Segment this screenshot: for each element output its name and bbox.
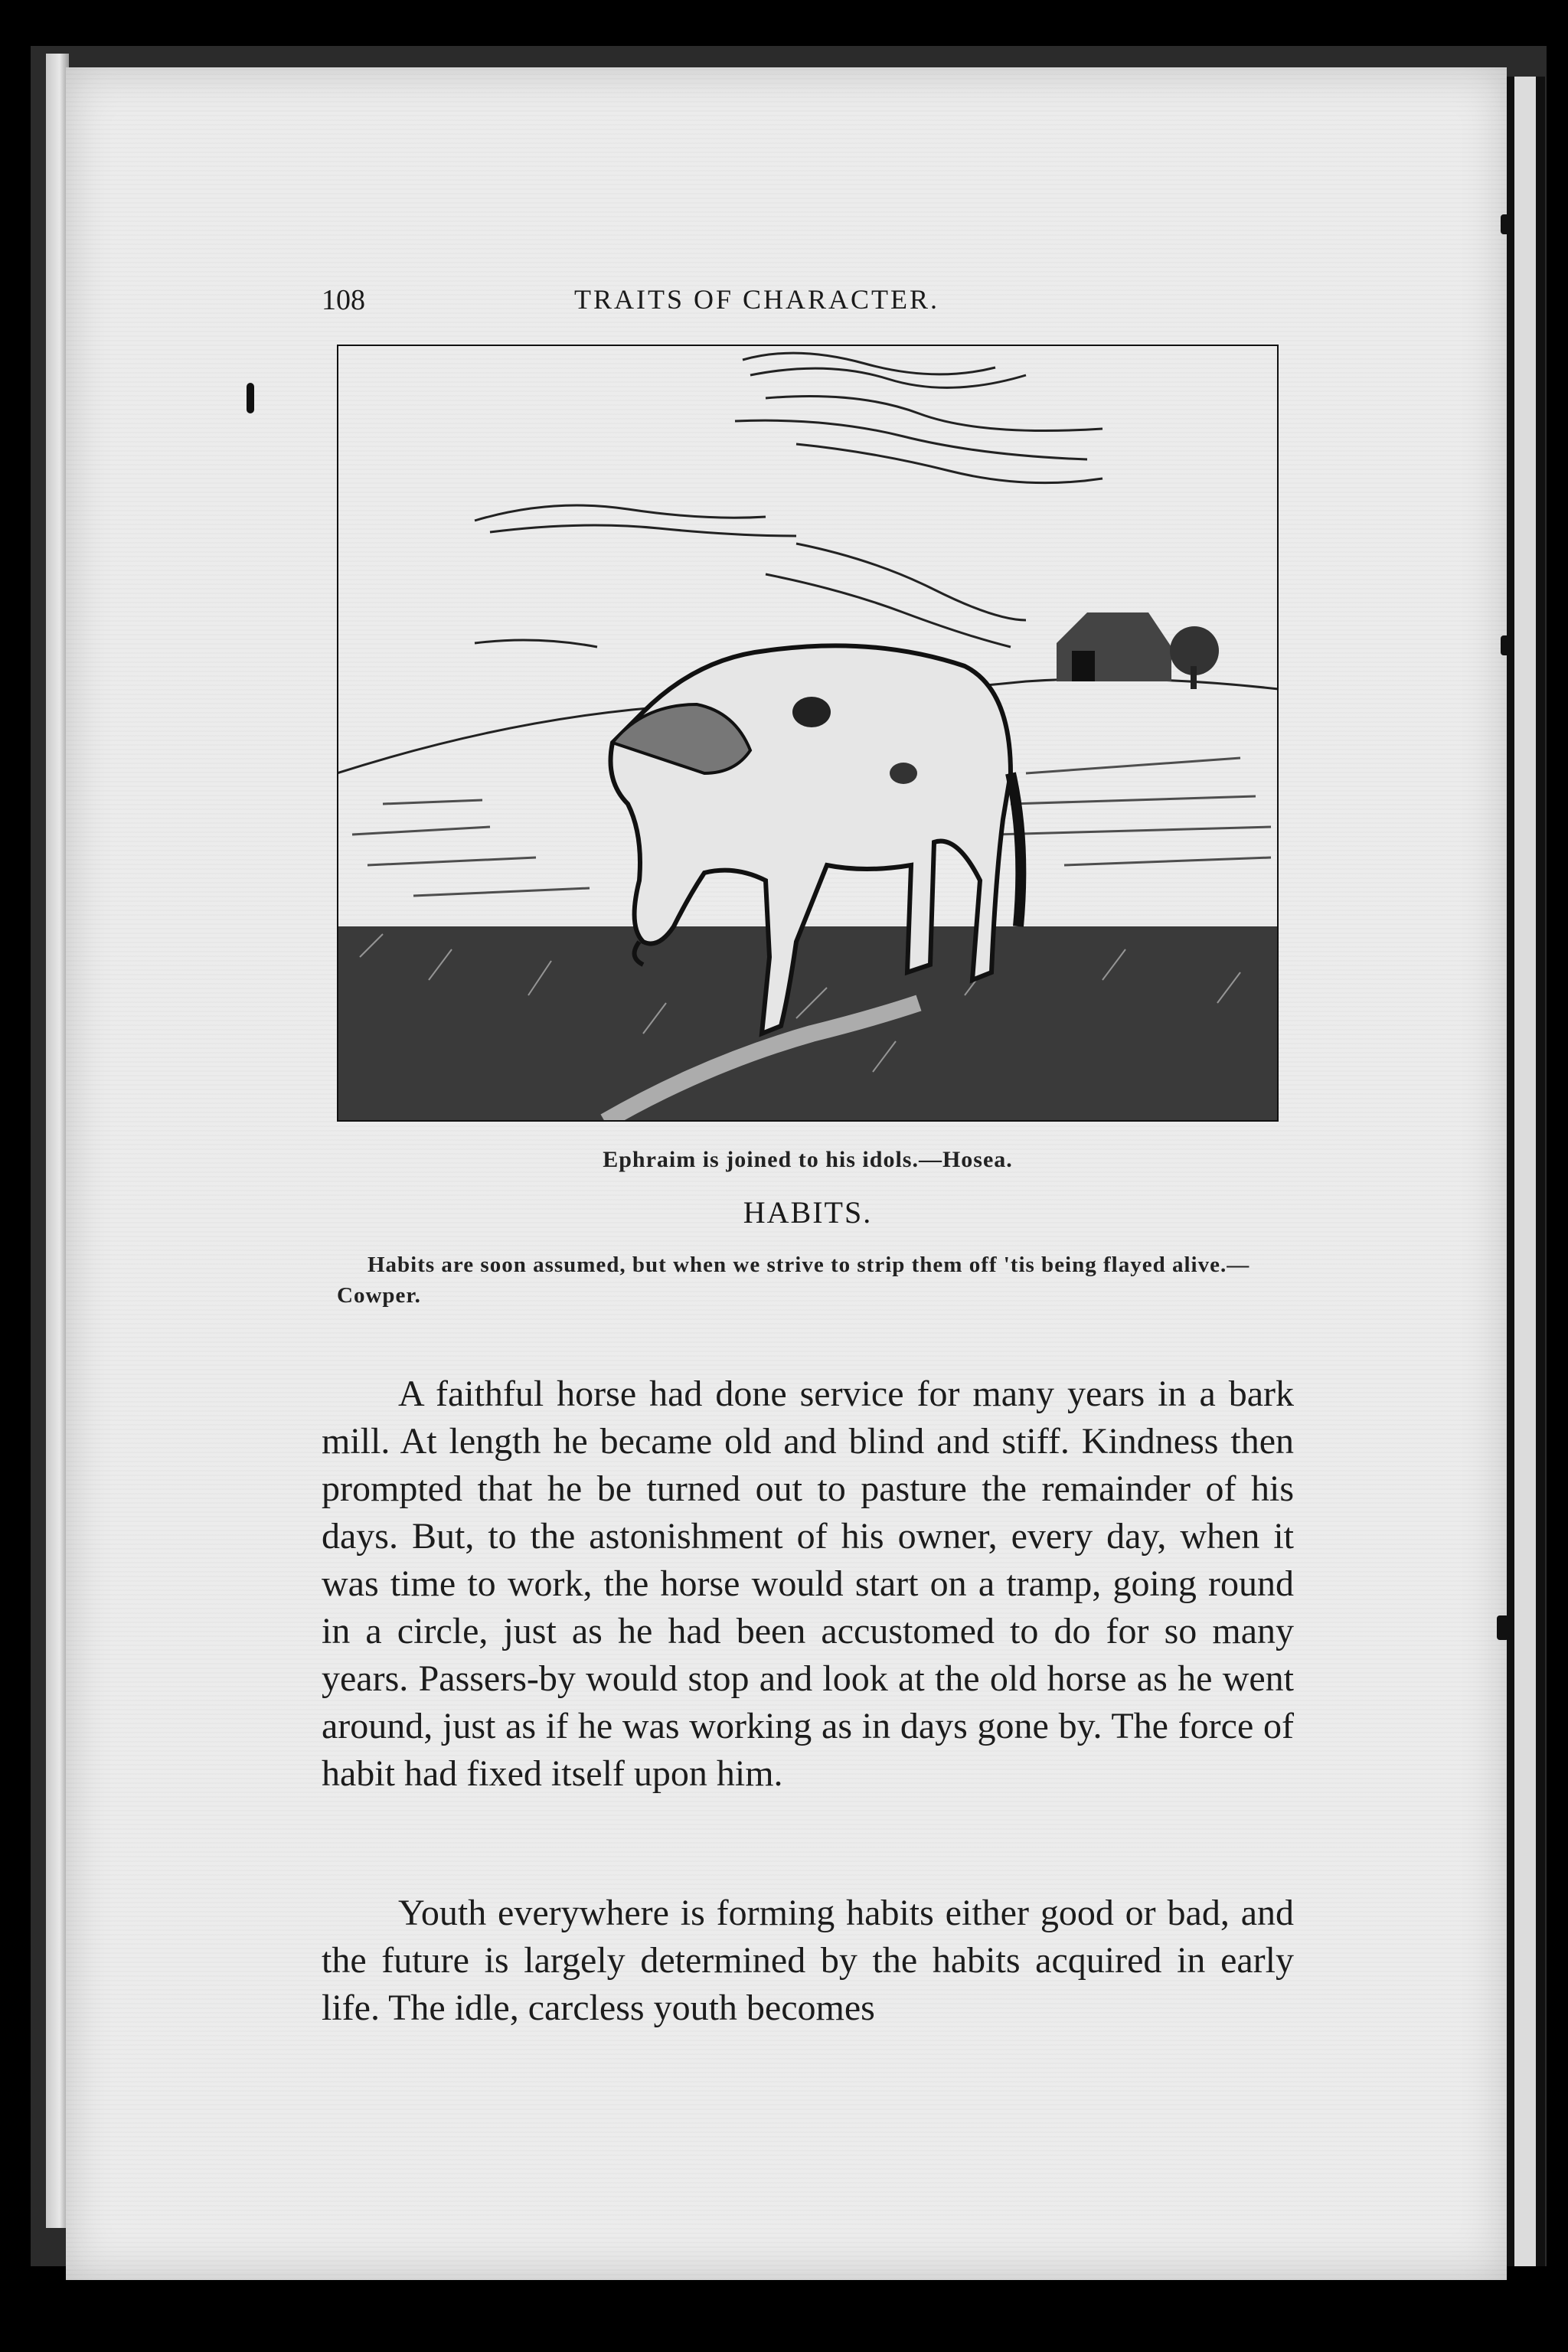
binding-mark (1497, 1615, 1509, 1640)
clouds-drawing (475, 353, 1102, 647)
epigraph: Habits are soon assumed, but when we strive to strip them off 'tis being flayed alive.—Cowper. (337, 1253, 1250, 1308)
body-paragraph: Youth everywhere is forming habits either good or bad, and the future is largely determined by the habits acquired in early life. The idle, carcless youth becomes (322, 1893, 1294, 2028)
binding-mark (1501, 635, 1511, 655)
barn-drawing (1057, 612, 1219, 689)
illustration-caption: Ephraim is joined to his idols.—Hosea. (603, 1147, 1013, 1172)
binding-mark (1501, 214, 1511, 234)
running-header (322, 283, 1302, 322)
horse-illustration (337, 345, 1279, 1122)
body-paragraph: A faithful horse had done service for many years in a bark mill. At length he became old and blind and stiff. Kindness then prompted that he be turned out to pasture the remainder of his days. But, to the astonishment of his owner, every day, when it was time to work, the horse would start on a tramp, going round in a circle, just as he had been accustomed to do for so many years. Passers-by would stop and look at the old horse as he went around, just as if he was working as in days gone by. The force of habit had fixed itself upon him. (322, 1374, 1294, 1794)
page-number: 108 (322, 284, 365, 316)
running-title: TRAITS OF CHARACTER. (574, 284, 940, 315)
section-title: HABITS. (743, 1195, 873, 1230)
ink-spot (247, 383, 254, 413)
page-gutter (1507, 77, 1545, 2266)
